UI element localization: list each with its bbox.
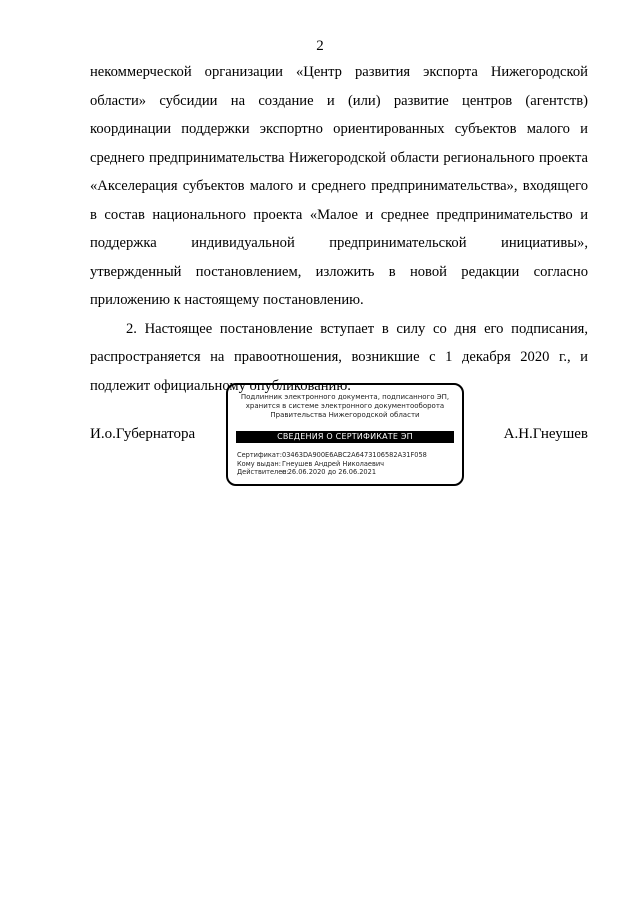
certificate-value: 03463DA900E6ABC2A6473106582A31F058 (282, 451, 427, 459)
signatory-name: А.Н.Гнеушев (503, 426, 588, 442)
valid-label: Действителен: (237, 468, 289, 476)
issued-to-label: Кому выдан: (237, 459, 281, 468)
electronic-signature-stamp (226, 383, 464, 486)
certificate-label: Сертификат: (237, 451, 282, 459)
stamp-header-line: Правительства Нижегородской области (270, 411, 420, 419)
stamp-header-line: Подлинник электронного документа, подписанного ЭП, (240, 393, 450, 401)
stamp-details (237, 451, 427, 477)
page-number: 2 (316, 38, 324, 54)
paragraph-continuation: некоммерческой организации «Центр развития экспорта Нижегородской области» субсидии на создание и (или) развитие центров (агентств) координации поддержки экспортно ориентированных субъектов малого и среднего предпринимательства Нижегородской области регионального проекта «Акселерация субъектов малого и среднего предпринимательства», входящего в состав национального проекта «Малое и среднее предпринимательство и поддержка индивидуальной предпринимательской инициативы», утвержденный постановлением, изложить в новой редакции согласно приложению к настоящему постановлению. (90, 64, 588, 308)
document-body (90, 58, 588, 400)
valid-row (237, 468, 427, 477)
valid-value: с 26.06.2020 до 26.06.2021 (282, 468, 377, 476)
issued-to-value: Гнеушев Андрей Николаевич (282, 459, 385, 468)
stamp-banner: СВЕДЕНИЯ О СЕРТИФИКАТЕ ЭП (236, 431, 454, 443)
certificate-row (237, 451, 427, 460)
paragraph-2: 2. Настоящее постановление вступает в силу со дня его подписания, распространяется на правоотношения, возникшие с 1 декабря 2020 г., и подлежит официальному опубликованию. (90, 320, 588, 394)
signatory-title: И.о.Губернатора (90, 426, 196, 442)
stamp-header (228, 393, 462, 420)
stamp-header-line: хранится в системе электронного документооборота (245, 402, 445, 410)
issued-to-row (237, 460, 427, 469)
